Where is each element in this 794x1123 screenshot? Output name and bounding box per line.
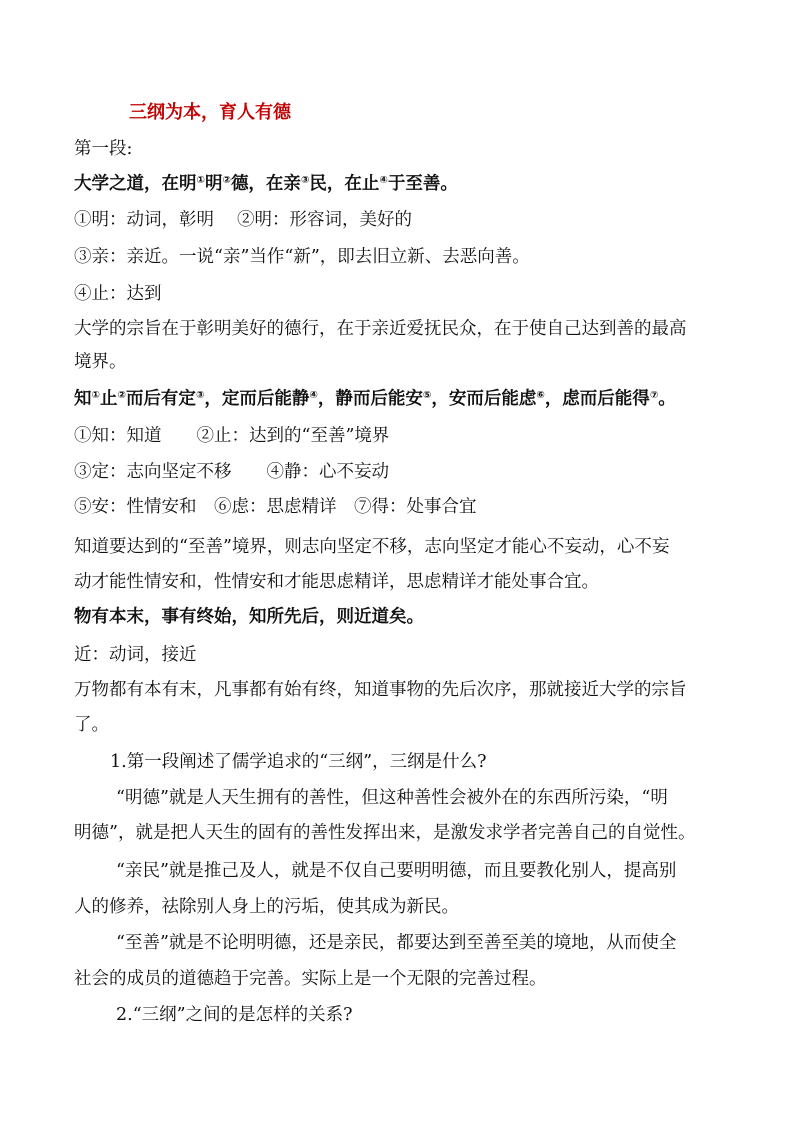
- annotation-line: ③定：志向坚定不移 ④静：心不妄动: [74, 462, 389, 482]
- section-heading: 第一段:: [74, 139, 133, 159]
- annotation-line: ①知：知道 ②止：达到的“至善”境界: [74, 426, 390, 446]
- annotation-line: ④止：达到: [74, 284, 162, 304]
- answer-paragraph: 社会的成员的道德趋于完善。实际上是一个无限的完善过程。: [74, 969, 547, 989]
- answer-paragraph: “亲民”就是推己及人，就是不仅自己要明明德，而且要教化别人，提高别: [116, 861, 677, 881]
- answer-paragraph: 人的修养，祛除别人身上的污垢，使其成为新民。: [74, 897, 459, 917]
- translation-line: 动才能性情安和，性情安和才能思虑精详，思虑精详才能处事合宜。: [74, 572, 599, 592]
- document-title: 三纲为本，育人有德: [129, 102, 291, 123]
- annotation-line: 近：动词，接近: [74, 645, 197, 665]
- answer-paragraph: “至善”就是不论明明德，还是亲民，都要达到至善至美的境地，从而使全: [116, 933, 677, 953]
- classic-text-1: 大学之道，在明①明②德，在亲③民，在止④于至善。: [74, 174, 458, 194]
- annotation-line: ①明：动词，彰明 ②明：形容词，美好的: [74, 210, 413, 230]
- answer-paragraph: “明德”就是人天生拥有的善性，但这种善性会被外在的东西所污染，“明: [116, 788, 668, 808]
- annotation-line: ⑤安：性情安和 ⑥虑：思虑精详 ⑦得：处事合宜: [74, 497, 477, 517]
- question-2: 2.“三纲”之间的是怎样的关系?: [116, 1005, 353, 1025]
- translation-line: 万物都有本有末，凡事都有始有终，知道事物的先后次序，那就接近大学的宗旨: [74, 680, 687, 700]
- answer-paragraph: 明德”，就是把人天生的固有的善性发挥出来，是激发求学者完善自己的自觉性。: [74, 823, 696, 843]
- question-1: 1.第一段阐述了儒学追求的“三纲”，三纲是什么?: [110, 752, 487, 772]
- annotation-line: ③亲：亲近。一说“亲”当作“新”，即去旧立新、去恶向善。: [74, 247, 530, 267]
- classic-text-2: 知①止②而后有定③，定而后能静④，静而后能安⑤，安而后能虑⑥，虑而后能得⑦。: [74, 389, 676, 409]
- translation-line: 境界。: [74, 352, 127, 372]
- translation-line: 了。: [74, 715, 109, 735]
- translation-line: 大学的宗旨在于彰明美好的德行，在于亲近爱抚民众，在于使自己达到善的最高: [74, 319, 687, 339]
- classic-text-3: 物有本末，事有终始，知所先后，则近道矣。: [74, 607, 424, 627]
- translation-line: 知道要达到的“至善”境界，则志向坚定不移，志向坚定才能心不妄动，心不妄: [74, 537, 670, 557]
